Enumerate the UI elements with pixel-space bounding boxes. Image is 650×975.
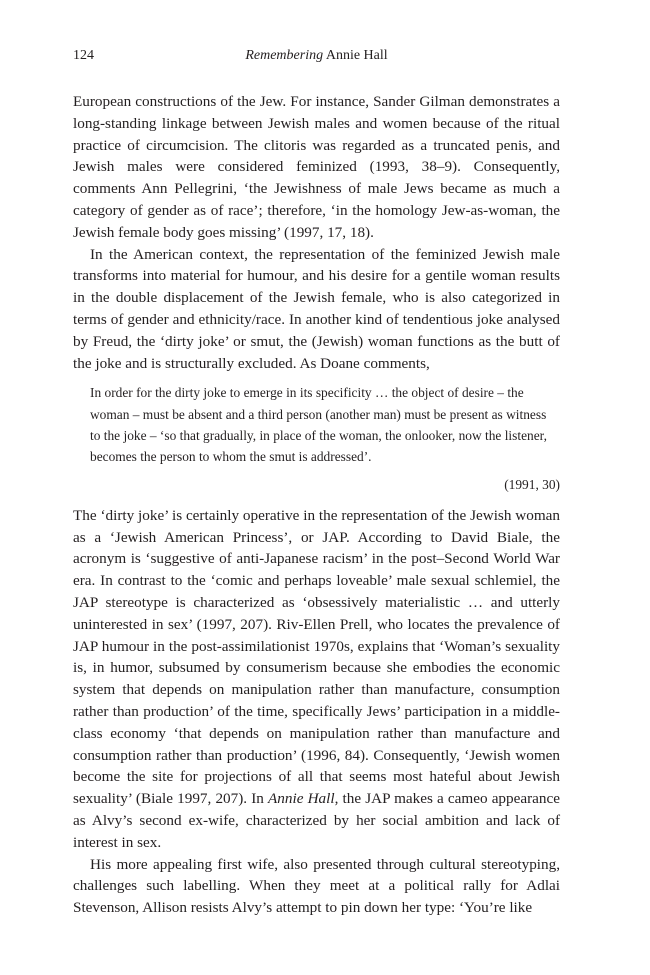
book-title-rest: Annie Hall [323,48,388,63]
paragraph-3-text: The ‘dirty joke’ is certainly operative in the representation of the Jewish woman as a ‘Jewish American Princess’, or JAP. According to David Biale, the acronym is ‘suggestive of anti-Japanese racism’ in the post–Second World War era. In contrast to the ‘comic and perhaps loveable’ male sexual schlemiel, the JAP stereotype is characterized as ‘obsessively materialistic … and utterly uninterested in sex’ (1997, 207). Riv-Ellen Prell, who locates the prevalence of JAP humour in the post-assimilationist 1970s, explains that ‘Woman’s sexuality is, in humor, subsumed by consumerism because she embodies the economic system that depends on manipulation rather than manufacture, consumption rather than production’ of the time, specifically Jews’ participation in a middle-class economy ‘that depends on manipulation rather than manufacture and consumption rather than production’ (1996, 84). Consequently, ‘Jewish women become the site for projections of all that seems most hateful about Jewish sexuality’ (Biale 1997, 207). In [73,506,560,808]
body-text [73,91,560,919]
paragraph-3 [73,505,560,854]
running-head [73,46,560,66]
film-title-italic: Annie Hall [268,790,335,808]
paragraph-2: In the American context, the representation of the feminized Jewish male transforms into material for humour, and his desire for a gentile woman results in the double displacement of the Jewish female, who is also categorized in terms of gender and ethnicity/race. In another kind of tendentious joke analysed by Freud, the ‘dirty joke’ or smut, the (Jewish) woman functions as the butt of the joke and is structurally excluded. As Doane comments, [73,245,560,372]
paragraph-4: His more appealing first wife, also presented through cultural stereotyping, challenges such labelling. When they meet at a political rally for Adlai Stevenson, Allison resists Alvy’s attempt to pin down her type: ‘You’re like [73,855,560,917]
block-quote-citation: (1991, 30) [504,476,560,492]
paragraph-1: European constructions of the Jew. For instance, Sander Gilman demonstrates a long-standing linkage between Jewish males and women because of the ritual practice of circumcision. The clitoris was regarded as a truncated penis, and Jewish males were considered feminized (1993, 38–9). Consequently, comments Ann Pellegrini, ‘the Jewishness of male Jews became as much a category of gender as of race’; therefore, ‘in the homology Jew-as-woman, the Jewish female body goes missing’ (1997, 17, 18). [73,93,560,241]
block-quote: In order for the dirty joke to emerge in its specificity … the object of desire – the woman – must be absent and a third person (another man) must be present as witness to the joke – ‘so that gradually, in place of the woman, the onlooker, now the listener, becomes the person to whom the smut is addressed’. [90,385,547,465]
paragraph-3-end: , the JAP makes a cameo appearance as Alvy’s second ex-wife, characterized by her social ambition and lack of interest in sex. [73,790,560,851]
book-title [73,46,560,66]
book-title-italic: Remembering [245,48,324,63]
page-number: 124 [73,48,94,63]
